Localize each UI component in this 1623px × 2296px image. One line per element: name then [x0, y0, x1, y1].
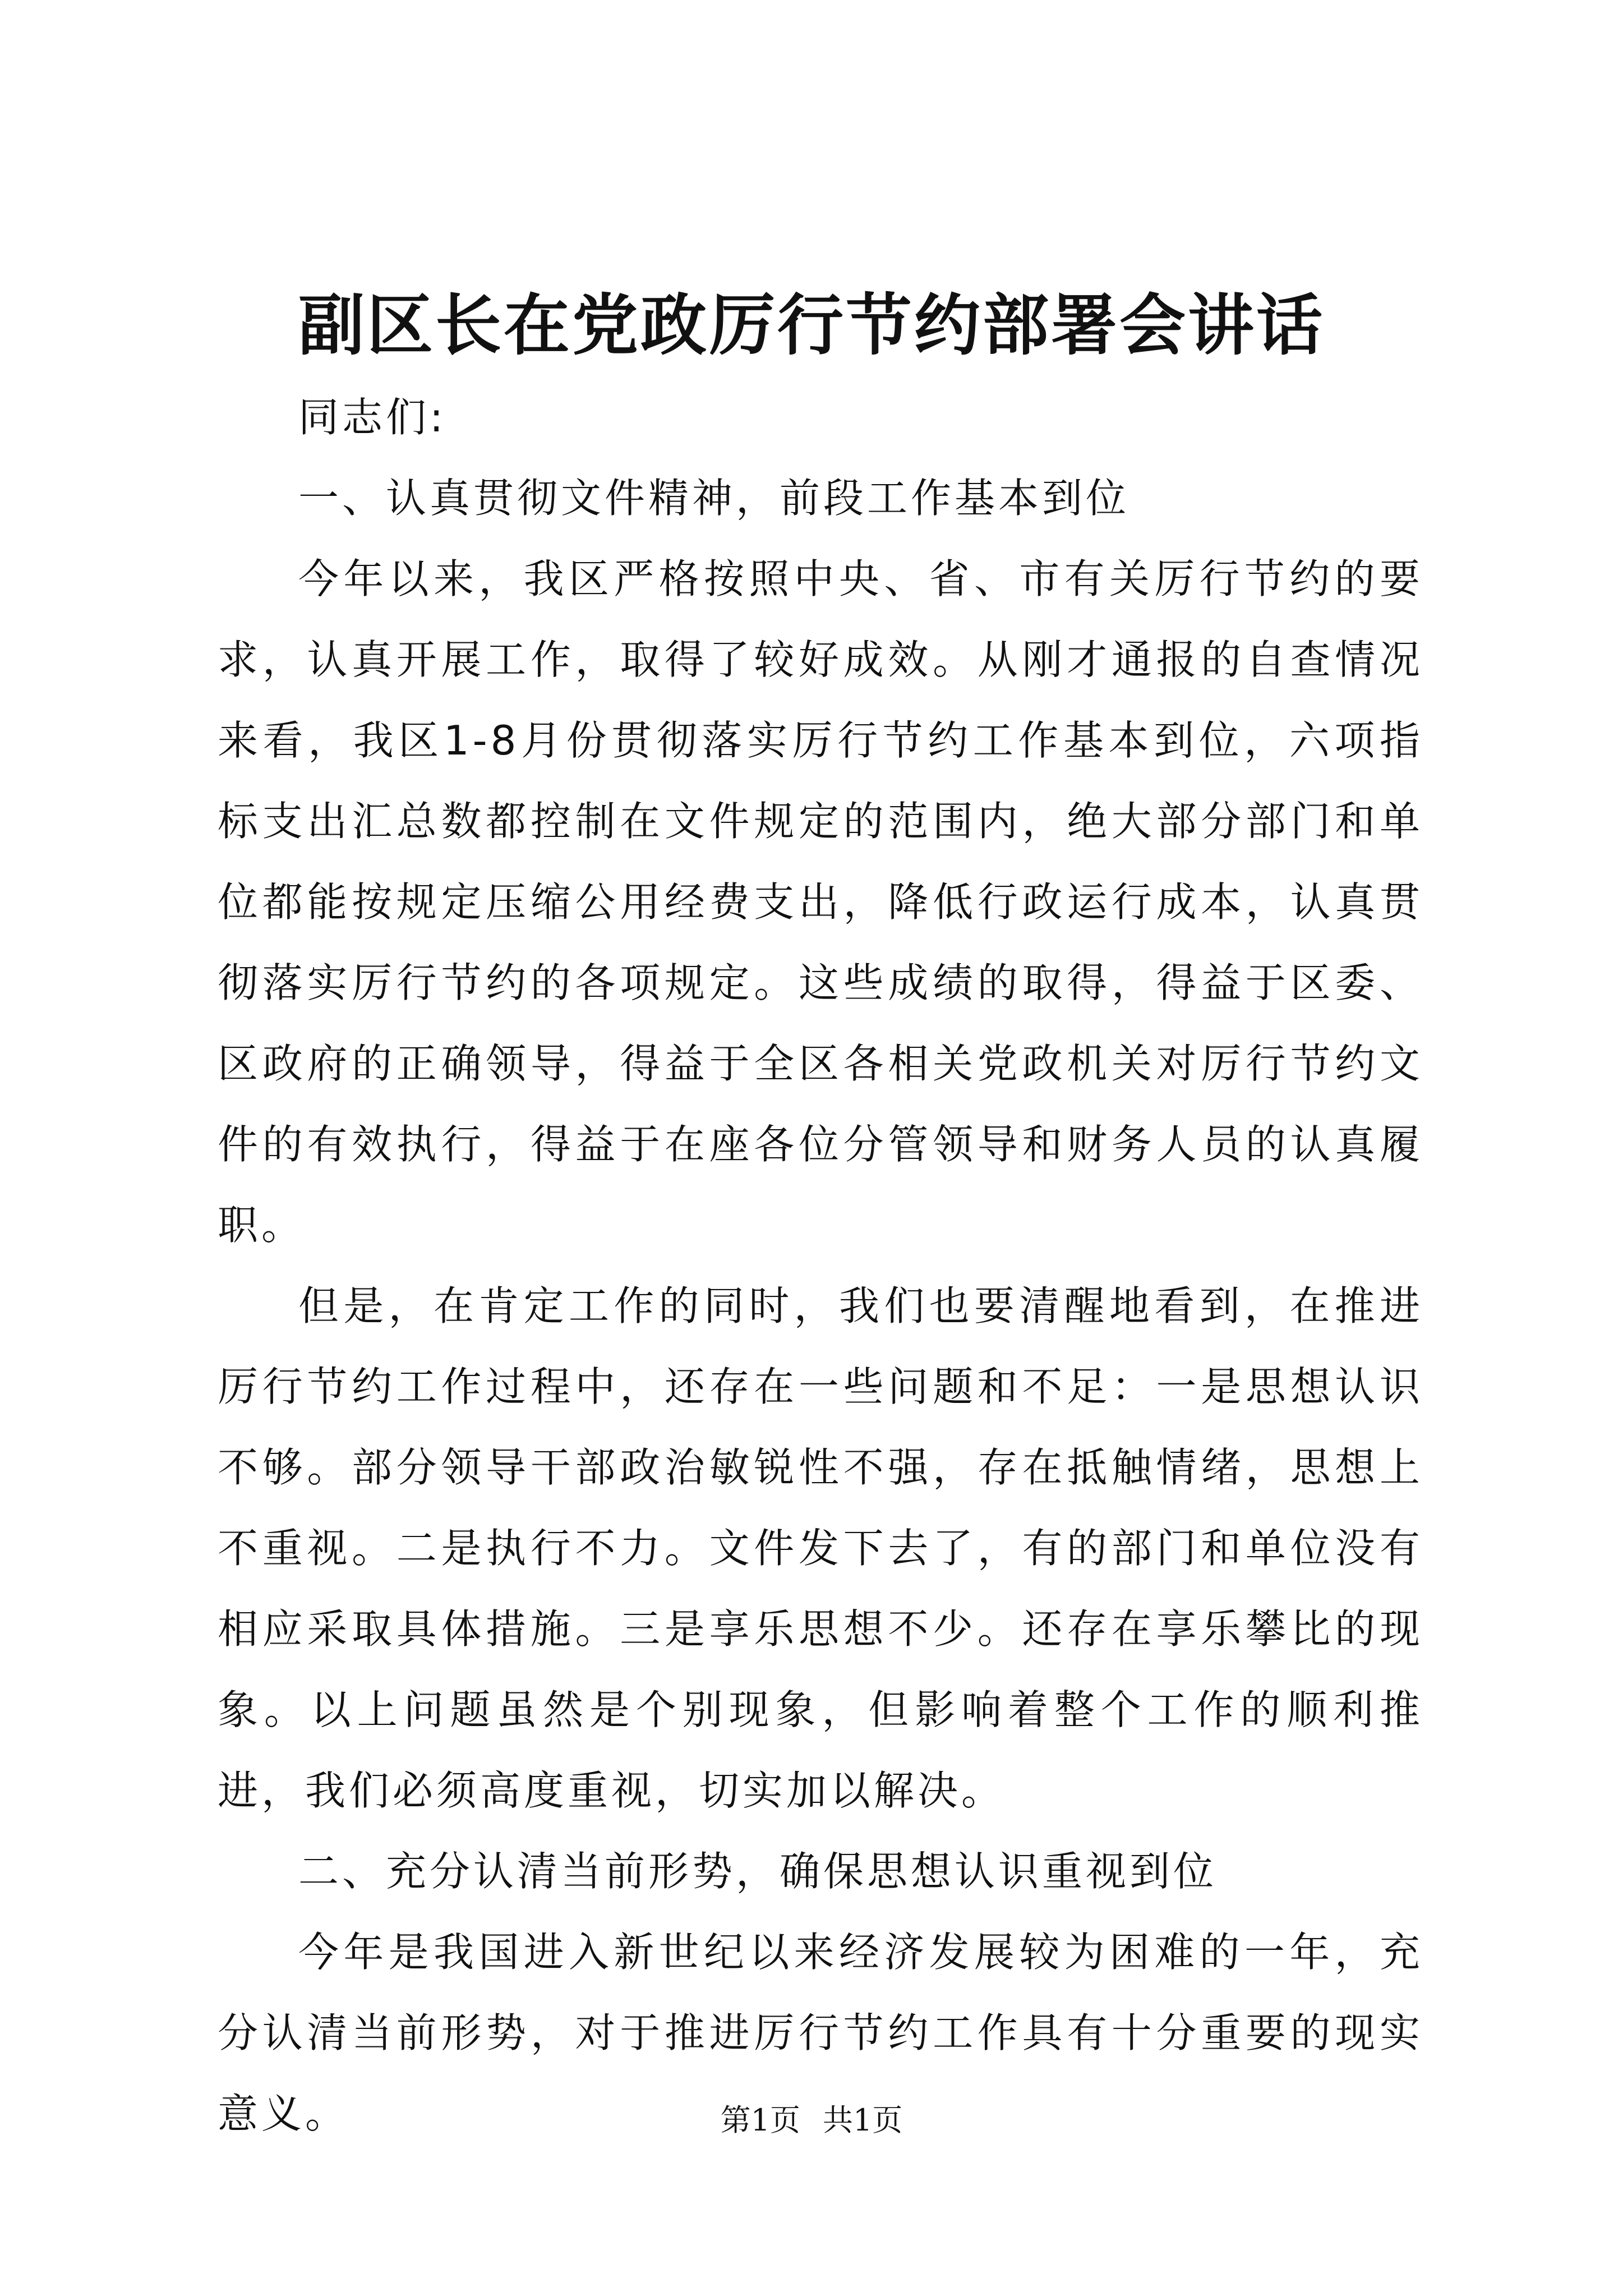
section-heading-1: 一、认真贯彻文件精神，前段工作基本到位	[298, 475, 1130, 522]
body-paragraph-1: 今年以来，我区严格按照中央、省、市有关厉行节约的要求，认真开展工作，取得了较好成效。从刚才通报的自查情况来看，我区1-8月份贯彻落实厉行节约工作基本到位，六项指标支出汇总数都控制在文件规定的范围内，绝大部分部门和单位都能按规定压缩公用经费支出，降低行政运行成本，认真贯彻落实厉行节约的各项规定。这些成绩的取得，得益于区委、区政府的正确领导，得益于全区各相关党政机关对厉行节约文件的有效执行，得益于在座各位分管领导和财务人员的认真履职。	[218, 555, 1423, 1249]
body-paragraph-3: 今年是我国进入新世纪以来经济发展较为困难的一年，充分认清当前形势，对于推进厉行节约工作具有十分重要的现实意义。	[218, 1929, 1423, 2137]
body-paragraph-2: 但是，在肯定工作的同时，我们也要清醒地看到，在推进厉行节约工作过程中，还存在一些问题和不足：一是思想认识不够。部分领导干部政治敏锐性不强，存在抵触情绪，思想上不重视。二是执行不力。文件发下去了，有的部门和单位没有相应采取具体措施。三是享乐思想不少。还存在享乐攀比的现象。以上问题虽然是个别现象，但影响着整个工作的顺利推进，我们必须高度重视，切实加以解决。	[218, 1282, 1423, 1814]
page-number: 第1页	[720, 2102, 800, 2138]
salutation-paragraph: 同志们:	[298, 394, 447, 441]
section-heading-2: 二、充分认清当前形势，确保思想认识重视到位	[298, 1848, 1218, 1895]
page-footer	[0, 2101, 1623, 2140]
document-body	[218, 377, 1423, 2154]
document-title: 副区长在党政厉行节约部署会讲话	[298, 286, 1325, 364]
page-total: 共1页	[823, 2102, 903, 2138]
